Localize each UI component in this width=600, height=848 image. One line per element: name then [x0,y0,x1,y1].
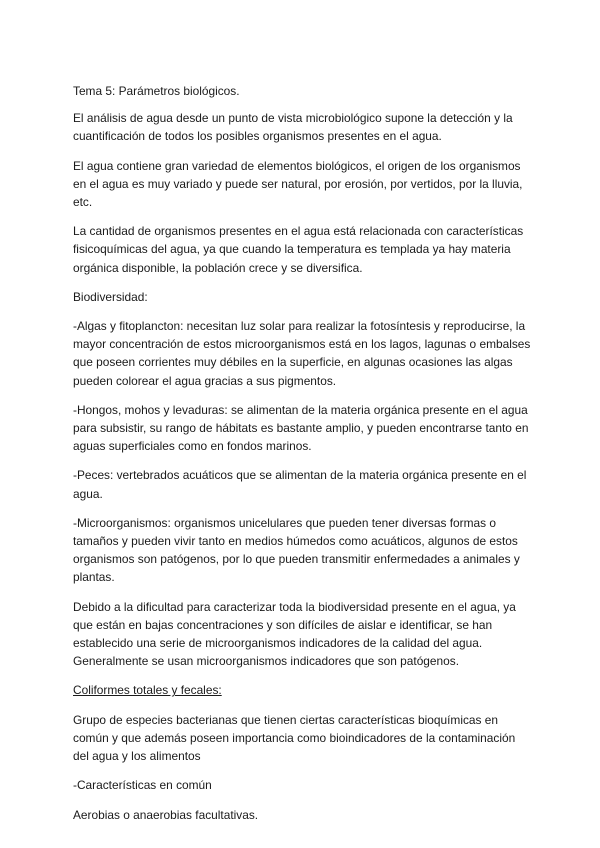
paragraph-coliforms: Grupo de especies bacterianas que tienen ciertas características bioquímicas en común y que además poseen importancia como bioindicadores de la contaminación del agua y los alimentos [73,712,516,764]
common-characteristics-heading: -Características en común [73,778,212,793]
biodiversity-heading: Biodiversidad: [73,289,148,304]
paragraph-microorganisms: -Microorganismos: organismos unicelulares que pueden tener diversas formas o tamaños y pueden vivir tanto en medios húmedos como acuáticos, algunos de estos organismos son patógenos, por lo que pueden transmitir enfermedades a animales y plantas. [73,515,520,585]
paragraph-intro: El análisis de agua desde un punto de vista microbiológico supone la detección y la cuantificación de todos los posibles organismos presentes en el agua. [73,111,513,144]
paragraph-quantity: La cantidad de organismos presentes en el agua está relacionada con características fisicoquímicas del agua, ya que cuando la temperatura es templada ya hay materia orgánica disponible, la población crece y se diversifica. [73,224,524,275]
paragraph-fungi: -Hongos, mohos y levaduras: se alimentan de la materia orgánica presente en el agua para subsistir, su rango de hábitats es bastante amplio, y pueden encontrarse tanto en aguas superficiales como en fondos marinos. [73,402,529,454]
paragraph-difficulty: Debido a la dificultad para caracterizar toda la biodiversidad presente en el agua, ya que están en bajas concentraciones y son difíciles de aislar e identificar, se han establecido una serie de microorganismos indicadores de la calidad del agua. Generalmente se usan microorganismos indicadores que son patógenos. [73,599,516,669]
paragraph-algae: -Algas y fitoplancton: necesitan luz solar para realizar la fotosíntesis y reproducirse, la mayor concentración de estos microorganismos está en los lagos, lagunas o embalses que poseen corrientes muy débiles en la superficie, en algunas ocasiones las algas pueden colorear el agua gracias a sus pigmentos. [73,319,531,388]
paragraph-fish: -Peces: vertebrados acuáticos que se alimentan de la materia orgánica presente en el agua. [73,468,527,501]
document-page [73,82,533,835]
coliforms-heading: Coliformes totales y fecales: [73,683,222,698]
document-title: Tema 5: Parámetros biológicos. [73,84,240,98]
paragraph-variety: El agua contiene gran variedad de elementos biológicos, el origen de los organismos en el agua es muy variado y puede ser natural, por erosión, por vertidos, por la lluvia, etc. [73,158,523,210]
paragraph-aerobic: Aerobias o anaerobias facultativas. [73,807,259,822]
